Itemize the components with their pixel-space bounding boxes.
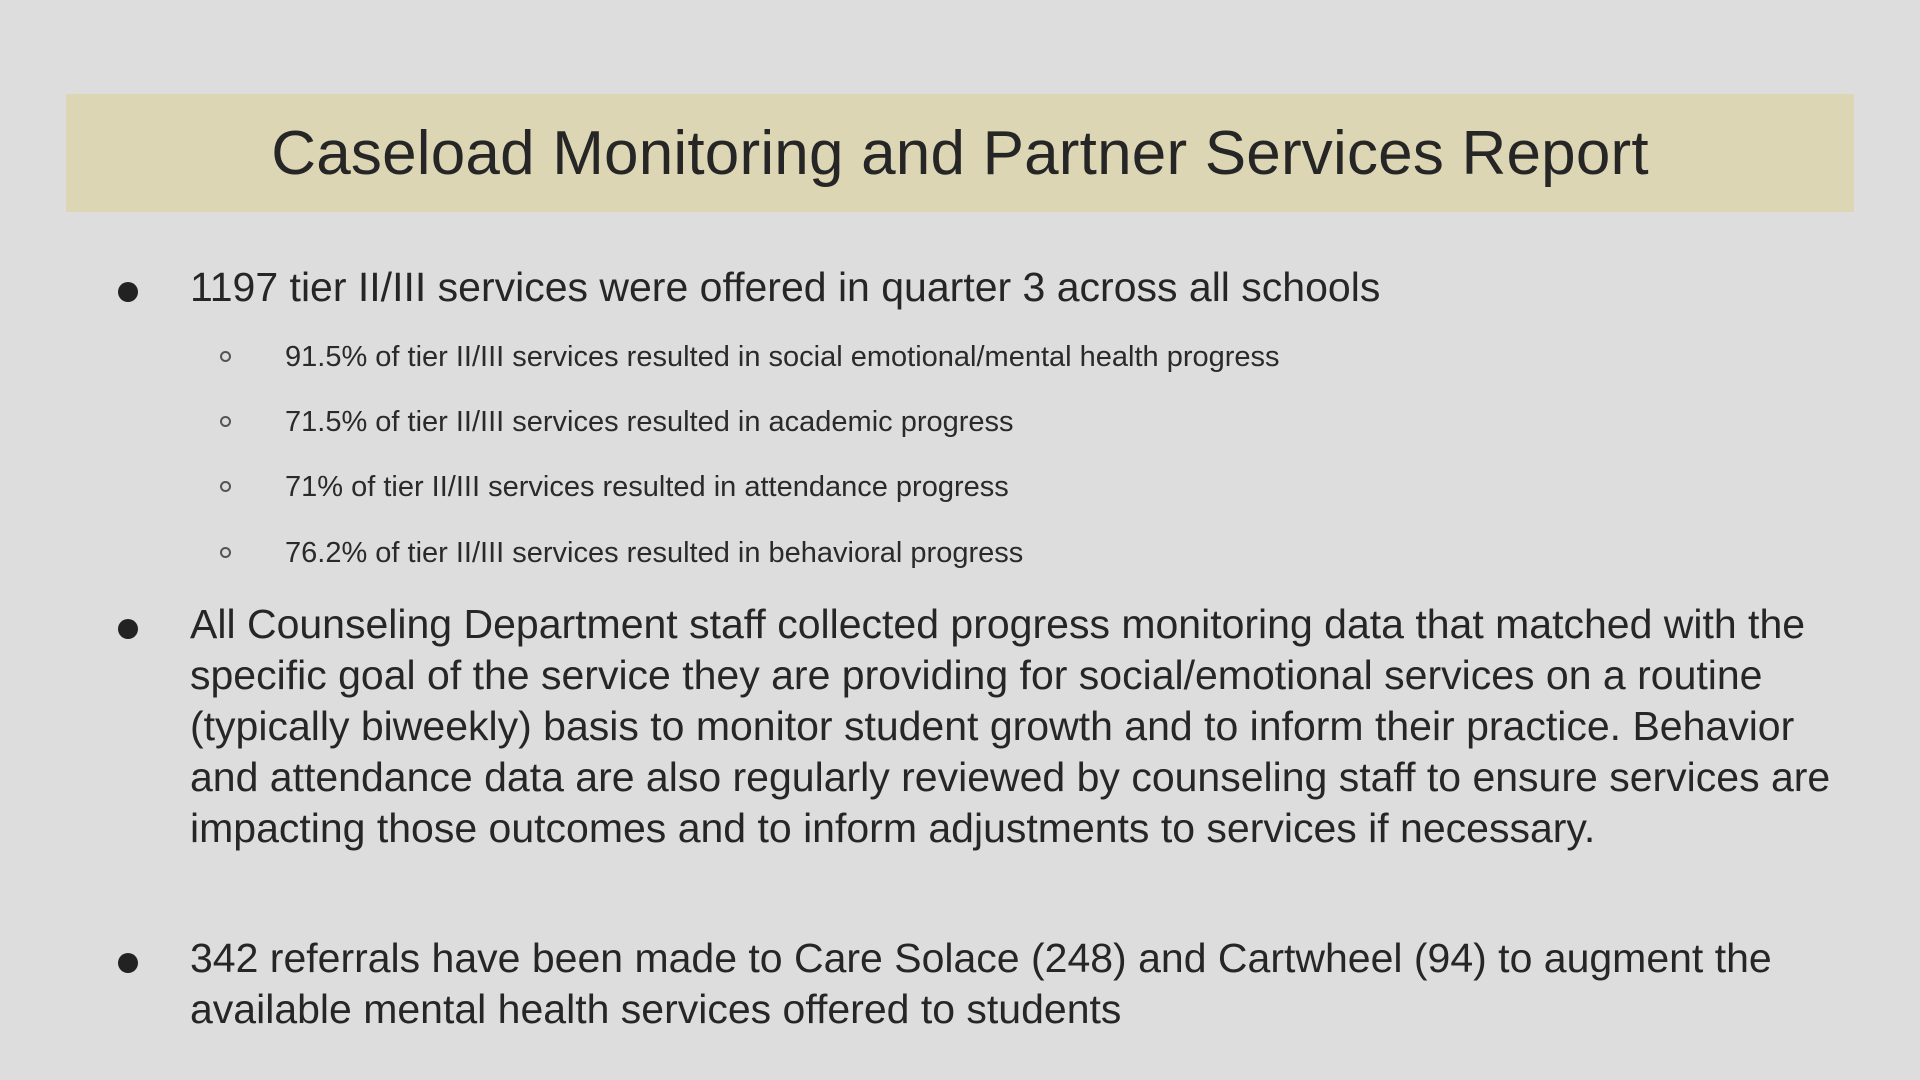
sub-bullet-text: 71.5% of tier II/III services resulted in academic progress: [285, 406, 1014, 438]
sub-bullet-text: 91.5% of tier II/III services resulted in social emotional/mental health progress: [285, 341, 1280, 373]
sub-bullet-text: 76.2% of tier II/III services resulted in behavioral progress: [285, 537, 1024, 569]
bullet-dot-icon: [118, 953, 138, 973]
hollow-circle-icon: [220, 351, 231, 362]
bullet-dot-icon: [118, 282, 138, 302]
bullet-dot-icon: [118, 619, 138, 639]
hollow-circle-icon: [220, 481, 231, 492]
hollow-circle-icon: [220, 547, 231, 558]
slide-title: Caseload Monitoring and Partner Services Report: [271, 118, 1649, 188]
hollow-circle-icon: [220, 416, 231, 427]
bullet-text: 1197 tier II/III services were offered in quarter 3 across all schools: [190, 264, 1381, 310]
bullet-text: All Counseling Department staff collected progress monitoring data that matched with the specific goal of the service they are providing for social/emotional services on a routine (typically biweekly) basis to monitor student growth and to inform their practice. Behavior and attendance data are also regularly reviewed by counseling staff to ensure services are impacting those outcomes and to inform adjustments to services if necessary.: [190, 601, 1831, 851]
bullet-text: 342 referrals have been made to Care Solace (248) and Cartwheel (94) to augment the available mental health services offered to students: [190, 935, 1772, 1032]
sub-bullet-text: 71% of tier II/III services resulted in attendance progress: [285, 471, 1009, 503]
